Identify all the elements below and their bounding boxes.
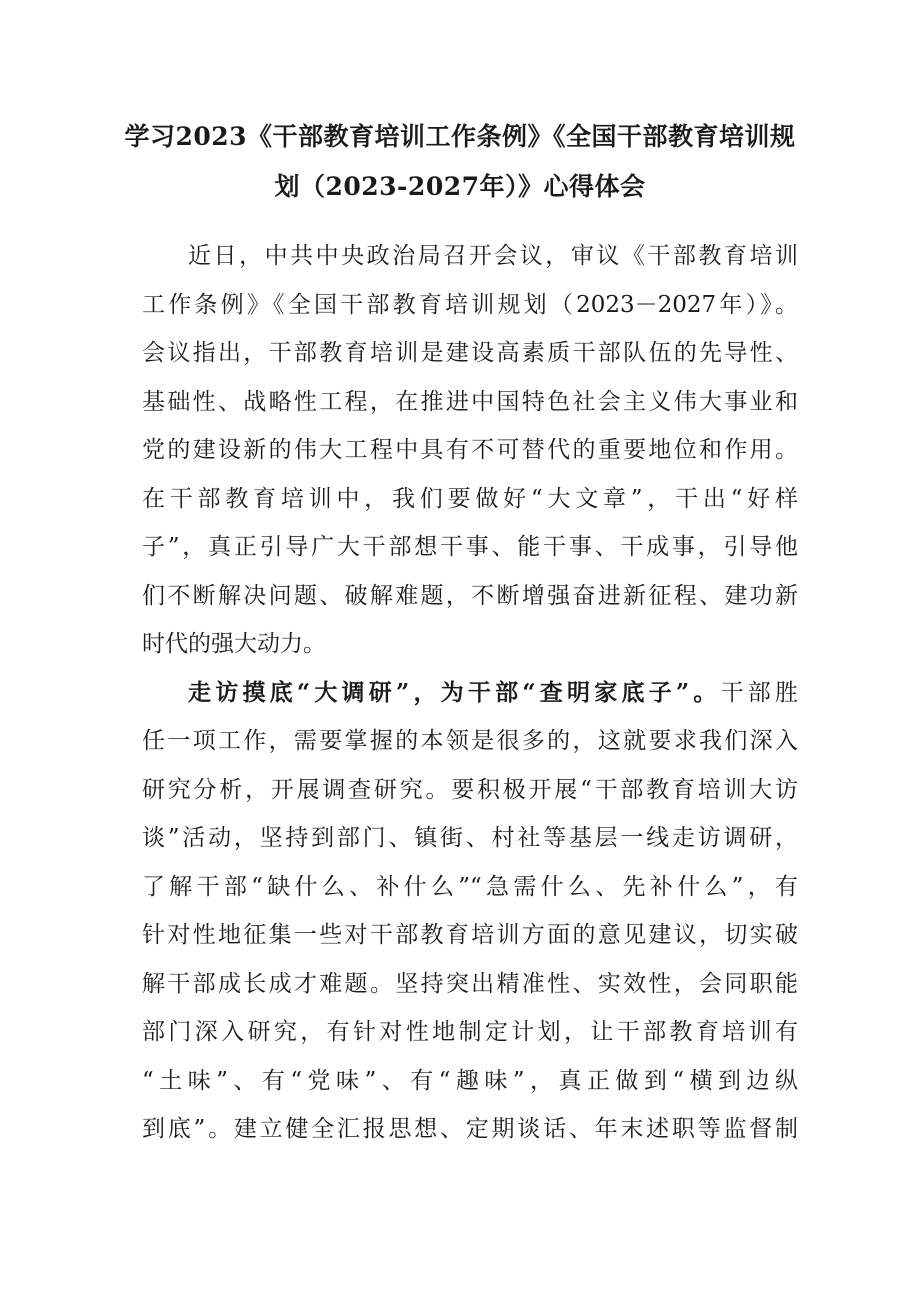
text-line: 到底”。建立健全汇报思想、定期谈话、年末述职等监督制 xyxy=(142,1116,798,1142)
document-title xyxy=(110,112,810,212)
text-line: 任一项工作，需要掌握的本领是很多的，这就要求我们深入 xyxy=(142,728,798,754)
text-line: 时代的强大动力。 xyxy=(142,631,326,657)
text-line: “土味”、有“党味”、有“趣味”，真正做到“横到边纵 xyxy=(142,1067,798,1094)
text-line: 针对性地征集一些对干部教育培训方面的意见建议，切实破 xyxy=(142,922,798,948)
title-line-1: 学习2023《干部教育培训工作条例》《全国干部教育培训规 xyxy=(124,122,796,151)
text-line: 子”，真正引导广大干部想干事、能干事、干成事，引导他 xyxy=(142,534,798,560)
paragraph-intro xyxy=(142,232,798,669)
text-line: 工作条例》《全国干部教育培训规划（2023－2027年）》。 xyxy=(142,291,798,318)
paragraph-survey xyxy=(142,669,798,1154)
text-line: 基础性、战略性工程，在推进中国特色社会主义伟大事业和 xyxy=(142,388,798,415)
paragraph-lead-rest: 干部胜 xyxy=(720,679,799,706)
text-line: 研究分析，开展调查研究。要积极开展“干部教育培训大访 xyxy=(142,776,798,803)
title-line-2: 划（2023-2027年）》心得体会 xyxy=(274,172,646,201)
text-line: 部门深入研究，有针对性地制定计划，让干部教育培训有 xyxy=(142,1019,798,1045)
text-line: 党的建设新的伟大工程中具有不可替代的重要地位和作用。 xyxy=(142,437,798,463)
text-line: 们不断解决问题、破解难题，不断增强奋进新征程、建功新 xyxy=(142,582,798,609)
text-line: 解干部成长成才难题。坚持突出精准性、实效性，会同职能 xyxy=(142,970,798,997)
text-line: 谈”活动，坚持到部门、镇街、村社等基层一线走访调研， xyxy=(142,825,798,851)
text-line: 近日，中共中央政治局召开会议，审议《干部教育培训 xyxy=(188,243,798,269)
text-line: 会议指出，干部教育培训是建设高素质干部队伍的先导性、 xyxy=(142,340,798,366)
text-line: 在干部教育培训中，我们要做好“大文章”，干出“好样 xyxy=(142,485,798,512)
text-line-first xyxy=(142,669,798,718)
text-line: 了解干部“缺什么、补什么”“急需什么、先补什么”，有 xyxy=(142,873,798,900)
paragraph-lead-heading: 走访摸底“大调研”，为干部“查明家底子”。 xyxy=(188,678,721,706)
document-body xyxy=(142,232,798,1154)
